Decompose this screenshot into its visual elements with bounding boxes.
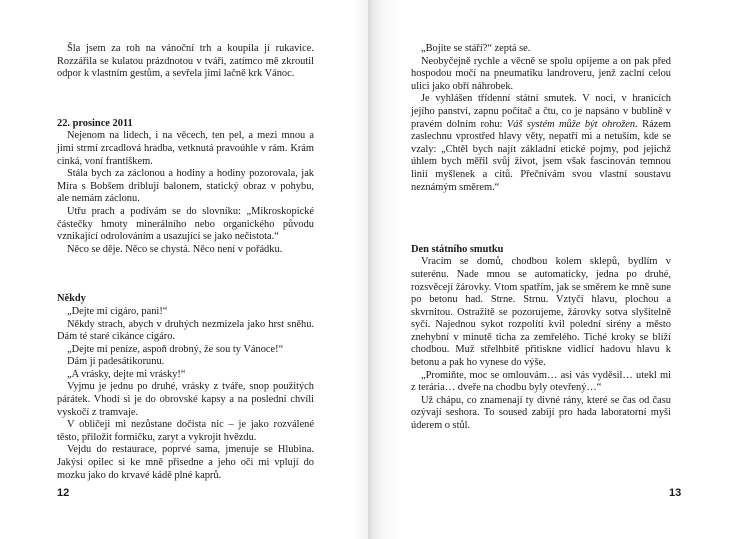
paragraph: Vejdu do restaurace, poprvé sama, jmenuje se Hlubina. Jakýsi opilec si ke mně přisedne a jeho oči mi vplují do mozku jako do krvavé kádě plné kaprů.: [57, 444, 314, 481]
page-number-right: 13: [669, 487, 682, 499]
right-page: [368, 0, 737, 539]
paragraph: „A vrásky, dejte mi vrásky!“: [67, 368, 186, 380]
paragraph: V obličeji mi nezůstane dočista nic – je jako rozválené těsto, přiložit formičku, zaryt a vykrojit hvězdu.: [57, 419, 314, 443]
left-intro-paragraph: Šla jsem za roh na vánoční trh a koupila jí rukavice. Rozzářila se kulatou prázdnotou v tváři, zatímco mě zkroutil odpor k vlastním gestům, a sevřela jimi lačně krk Vánoc.: [57, 43, 314, 80]
paragraph: Vracím se domů, chodbou kolem sklepů, bydlím v suterénu. Nade mnou se automaticky, jedna po druhé, rozsvěcejí žárovky. Vtom spatřím, jak se směrem ke mně sune po betonu had. Strne. Strnu. Vztyčí hlavu, plochou a skvrnitou. Ostražitě se pozorujeme, žárovky sotva slyšitelně syčí. Najednou sykot rozpolítí kvil polední sirény a město znehybní v minutě ticha za zemřelého. Tiché kroky se blíží chodbou. Muž střelhbitě přitiskne vidlicí hadovu hlavu k betonu a pak ho vynese do výše.: [411, 256, 671, 369]
paragraph: „Dejte mi cigáro, pani!“: [67, 305, 168, 317]
paragraph: „Dejte mi peníze, aspoň drobný, že sou ty Vánoce!“: [67, 343, 284, 355]
paragraph: Něco se děje. Něco se chystá. Něco není v pořádku.: [67, 243, 283, 255]
paragraph: Neobyčejně rychle a věcně se spolu opijeme a on pak před hospodou močí na pneumatiku landroveru, jenž zaclní celou ulici jako obří náhrobek.: [411, 55, 671, 92]
paragraph: „Promiňte, moc se omlouvám… asi vás vyděsil… utekl mi z terária… dveře na chodbu byly otevřený…“: [411, 369, 671, 394]
paragraph: Utřu prach a podívám se do slovníku: „Mikroskopické částečky hmoty minerálního nebo organického původu vznikající odrolováním a usazující se jako nečistota.“: [57, 205, 314, 243]
paragraph-text: Rázem zaslechnu vprostřed hlavy věty, nepatří mi a netuším, kde se vzaly: „Chtěl bych najít základní etické pojmy, pod jejichž úhlem bych měřil svůj život, jsem však fascinován temnou linií myšlenek a citů. Přečnívám svou vlastní soustavu neznámým směrem.“: [411, 118, 671, 193]
section-heading-nekdy: Někdy: [57, 293, 86, 305]
page-number-left: 12: [57, 487, 70, 499]
paragraph: Stála bych za záclonou a hodiny a hodiny pozorovala, jak Míra s Bobšem driblují balonem, statický obraz v pohybu, ale nemám záclonu.: [57, 168, 314, 205]
italic-warning-text: Váš systém může být ohrožen.: [506, 118, 638, 130]
section-heading-den-statniho-smutku: Den státního smutku: [411, 243, 504, 255]
right-text-block: [411, 43, 671, 433]
paragraph-with-italic: [411, 93, 671, 194]
paragraph: Už chápu, co znamenají ty divné rány, které se čas od času ozývají seshora. To soused zabíjí pro hada laboratorní myši úderem o stůl.: [411, 394, 671, 432]
left-page: [0, 0, 368, 539]
paragraph: Někdy strach, abych v druhých nezmizela jako hrst sněhu. Dám té staré cikánce cigáro.: [57, 318, 314, 343]
paragraph: „Bojíte se stáří?“ zeptá se.: [421, 43, 531, 54]
paragraph: Dám jí padesátikorunu.: [67, 356, 165, 368]
paragraph: Vyjmu je jednu po druhé, vrásky z tváře, snop použitých párátek. Vhodí si je do obrovské kapsy a na poslední chvíli vyskočí z tramvaje.: [57, 381, 314, 418]
left-text-block: [57, 43, 314, 482]
paragraph-text: Je vyhlášen třídenní státní smutek. V noci, v hranicích jejího panství, zapnu počítač a čtu, co je napsáno v bublině v pravém dolním rohu:: [411, 93, 671, 130]
paragraph: Nejenom na lidech, i na věcech, ten pel, a mezi mnou a jimi strmí zrcadlová hradba, vetknutá pravoúhle v rám. Krám cinká, voní františkem.: [57, 130, 314, 167]
gutter-shadow: [352, 0, 368, 539]
section-heading-date: 22. prosince 2011: [57, 117, 133, 129]
